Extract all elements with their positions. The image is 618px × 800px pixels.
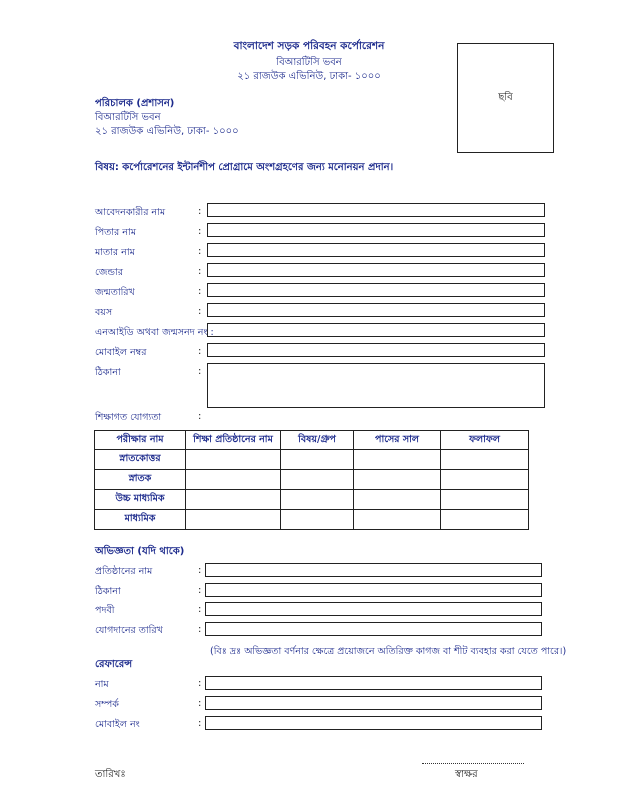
- designation-input[interactable]: [205, 602, 542, 616]
- colon: :: [198, 266, 202, 277]
- organization-name: বাংলাদেশ সড়ক পরিবহন কর্পোরেশন: [233, 40, 385, 52]
- signature-label: স্বাক্ষর: [455, 769, 478, 780]
- photo-label: ছবি: [498, 91, 513, 103]
- signature-line[interactable]: [422, 763, 524, 764]
- field-label-mobile: মোবাইল নম্বর: [95, 347, 147, 358]
- colon: :: [198, 411, 202, 422]
- field-label-exp-address: ঠিকানা: [95, 586, 121, 597]
- table-cell[interactable]: [281, 510, 354, 530]
- photo-box[interactable]: [457, 43, 554, 153]
- table-row: [95, 490, 529, 510]
- row-label: স্নাতকোত্তর: [95, 450, 186, 470]
- field-label-institution: প্রতিষ্ঠানের নাম: [95, 566, 153, 577]
- mobile-input[interactable]: [207, 343, 545, 357]
- experience-note: (বিঃ দ্রঃ অভিজ্ঞতা বর্ণনার ক্ষেত্রে প্রয়োজনে অতিরিক্ত কাগজ বা শীট ব্যবহার করা যেতে পারে।): [210, 646, 567, 657]
- table-cell[interactable]: [354, 490, 441, 510]
- field-label-gender: জেন্ডার: [95, 267, 123, 278]
- reference-title: রেফারেন্স: [95, 659, 133, 670]
- col-header-institution: শিক্ষা প্রতিষ্ঠানের নাম: [186, 431, 281, 450]
- field-label-birth-date: জন্মতারিখ: [95, 287, 135, 298]
- relation-input[interactable]: [205, 696, 542, 710]
- colon: :: [198, 698, 202, 709]
- colon: :: [198, 678, 202, 689]
- colon: :: [198, 604, 202, 615]
- table-cell[interactable]: [441, 490, 529, 510]
- recipient-title: পরিচালক (প্রশাসন): [95, 98, 175, 109]
- colon: :: [198, 585, 202, 596]
- table-cell[interactable]: [441, 470, 529, 490]
- nid-input[interactable]: [207, 323, 545, 337]
- col-header-pass-year: পাসের সাল: [354, 431, 441, 450]
- field-label-joining-date: যোগদানের তারিখ: [95, 625, 163, 636]
- subject-line: বিষয়: কর্পোরেশনের ইন্টার্নশীপ প্রোগ্রামে অংশগ্রহণের জন্য মনোনয়ন প্রদান।: [95, 162, 394, 173]
- table-cell[interactable]: [441, 450, 529, 470]
- organization-address: ২১ রাজউক এভিনিউ, ঢাকা- ১০০০: [237, 71, 381, 82]
- field-label-relation: সম্পর্ক: [95, 699, 119, 710]
- row-label: উচ্চ মাধ্যমিক: [95, 490, 186, 510]
- field-label-mother-name: মাতার নাম: [95, 247, 135, 258]
- joining-date-input[interactable]: [205, 622, 542, 636]
- ref-name-input[interactable]: [205, 676, 542, 690]
- gender-input[interactable]: [207, 263, 545, 277]
- organization-building: বিআরটিসি ভবন: [276, 57, 342, 68]
- colon: :: [198, 306, 202, 317]
- table-cell[interactable]: [354, 510, 441, 530]
- table-cell[interactable]: [281, 450, 354, 470]
- education-table: [94, 430, 529, 530]
- table-row: [95, 470, 529, 490]
- col-header-result: ফলাফল: [441, 431, 529, 450]
- recipient-building: বিআরটিসি ভবন: [95, 112, 161, 123]
- father-name-input[interactable]: [207, 223, 545, 237]
- colon: :: [198, 565, 202, 576]
- colon: :: [198, 624, 202, 635]
- table-row: [95, 510, 529, 530]
- col-header-subject: বিষয়/গ্রুপ: [281, 431, 354, 450]
- age-input[interactable]: [207, 303, 545, 317]
- address-input[interactable]: [207, 363, 545, 408]
- col-header-exam: পরীক্ষার নাম: [95, 431, 186, 450]
- table-cell[interactable]: [281, 490, 354, 510]
- table-cell[interactable]: [186, 510, 281, 530]
- institution-input[interactable]: [205, 563, 542, 577]
- colon: :: [198, 366, 202, 377]
- field-label-nid: এনআইডি অথবা জন্মসনদ নং :: [95, 327, 214, 338]
- colon: :: [198, 206, 202, 217]
- colon: :: [198, 346, 202, 357]
- recipient-address: ২১ রাজউক এভিনিউ, ঢাকা- ১০০০: [95, 126, 239, 137]
- row-label: মাধ্যমিক: [95, 510, 186, 530]
- colon: :: [198, 246, 202, 257]
- table-row: [95, 450, 529, 470]
- table-header-row: [95, 431, 529, 450]
- birth-date-input[interactable]: [207, 283, 545, 297]
- ref-mobile-input[interactable]: [205, 716, 542, 730]
- field-label-ref-name: নাম: [95, 679, 109, 690]
- table-cell[interactable]: [186, 490, 281, 510]
- field-label-address: ঠিকানা: [95, 367, 121, 378]
- table-cell[interactable]: [186, 450, 281, 470]
- field-label-ref-mobile: মোবাইল নং: [95, 719, 140, 730]
- colon: :: [198, 718, 202, 729]
- field-label-applicant-name: আবেদনকারীর নাম: [95, 207, 166, 218]
- field-label-father-name: পিতার নাম: [95, 227, 136, 238]
- experience-title: অভিজ্ঞতা (যদি থাকে): [95, 546, 185, 557]
- table-cell[interactable]: [441, 510, 529, 530]
- mother-name-input[interactable]: [207, 243, 545, 257]
- table-cell[interactable]: [186, 470, 281, 490]
- table-cell[interactable]: [354, 450, 441, 470]
- applicant-name-input[interactable]: [207, 203, 545, 217]
- colon: :: [198, 226, 202, 237]
- field-label-age: বয়স: [95, 307, 113, 318]
- field-label-designation: পদবী: [95, 605, 115, 616]
- date-label: তারিখঃ: [95, 769, 126, 780]
- row-label: স্নাতক: [95, 470, 186, 490]
- table-cell[interactable]: [281, 470, 354, 490]
- colon: :: [198, 286, 202, 297]
- education-label: শিক্ষাগত যোগ্যতা: [95, 412, 162, 423]
- exp-address-input[interactable]: [205, 583, 542, 597]
- table-cell[interactable]: [354, 470, 441, 490]
